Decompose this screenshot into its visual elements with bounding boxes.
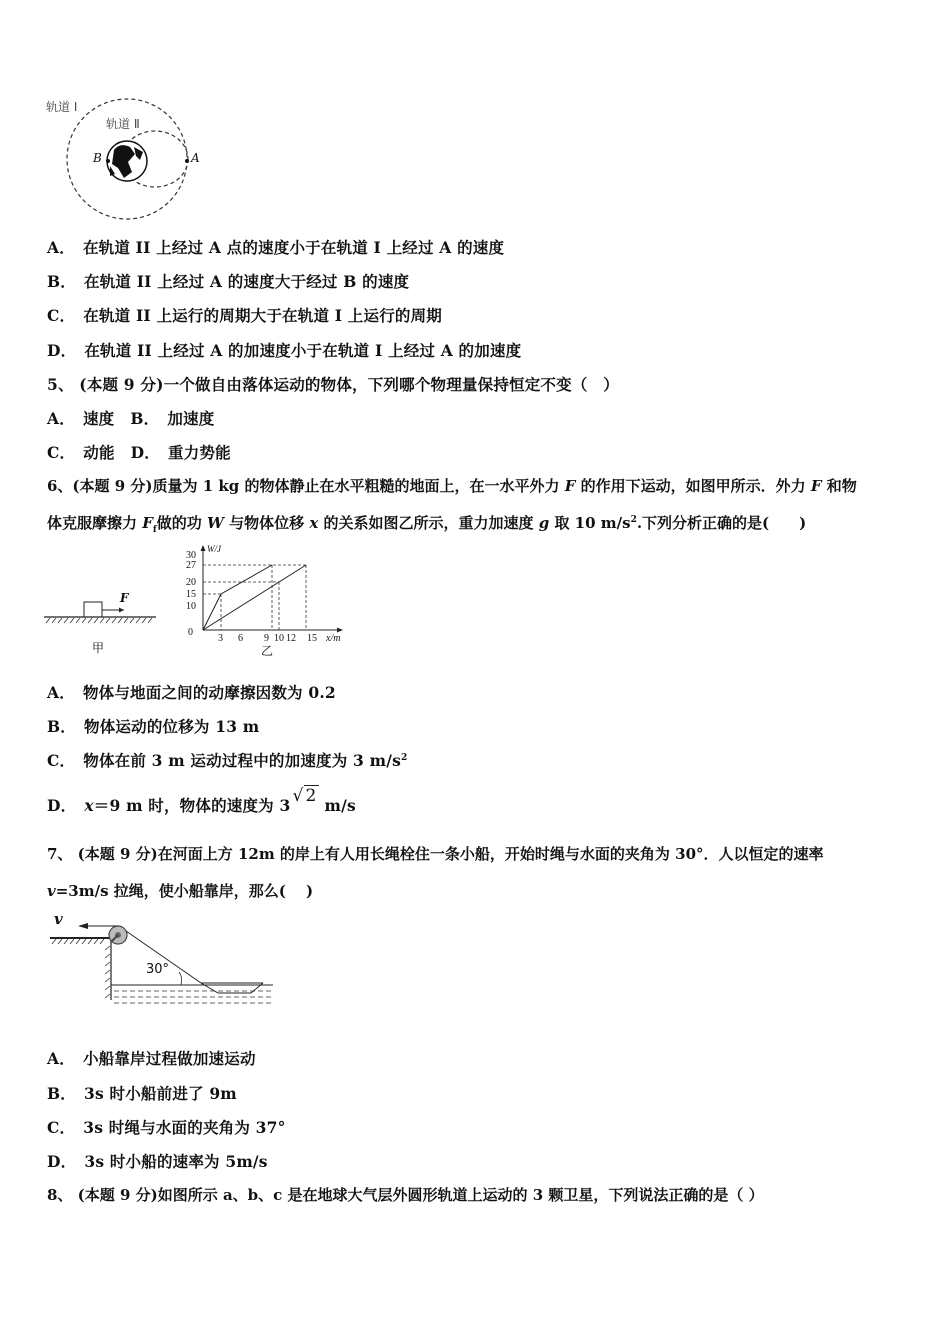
sqrt-symbol: √ 2 xyxy=(292,786,317,806)
orbit-figure xyxy=(40,92,220,232)
q4-option-c: C． 在轨道 II 上运行的周期大于在轨道 I 上运行的周期 xyxy=(47,306,442,325)
q5-stem: 5、 (本题 9 分)一个做自由落体运动的物体，下列哪个物理量保持恒定不变（ ） xyxy=(47,375,619,394)
q7-option-b: B． 3s 时小船前进了 9m xyxy=(47,1084,237,1103)
orbit-2-label: 轨道 Ⅱ xyxy=(106,117,140,131)
boat-pulley-figure xyxy=(48,910,273,1005)
q7-stem-line1: 7、 (本题 9 分)在河面上方 12m 的岸上有人用长绳栓住一条小船，开始时绳与水面的夹角为 30°．人以恒定的速率 xyxy=(47,845,824,863)
svg-text:6: 6 xyxy=(238,633,243,644)
point-a-label: A xyxy=(191,151,200,165)
q8-stem: 8、 (本题 9 分)如图所示 a、b、c 是在地球大气层外圆形轨道上运动的 3 颗卫星，下列说法正确的是（ ） xyxy=(47,1186,764,1204)
svg-text:15: 15 xyxy=(307,633,317,644)
q4-option-d: D． 在轨道 II 上经过 A 的加速度小于在轨道 I 上经过 A 的加速度 xyxy=(47,341,522,360)
figure-yi-caption: 乙 xyxy=(261,644,274,658)
svg-text:W/J: W/J xyxy=(207,545,221,554)
q6-stem-line1: 6、(本题 9 分)质量为 1 kg 的物体静止在水平粗糙的地面上，在一水平外力 F 的作用下运动，如图甲所示．外力 F 和物 xyxy=(47,477,857,495)
q6-option-b: B． 物体运动的位移为 13 m xyxy=(47,717,260,736)
velocity-v-label: v xyxy=(54,910,63,928)
q4-option-a: A． 在轨道 II 上经过 A 点的速度小于在轨道 I 上经过 A 的速度 xyxy=(47,238,505,257)
q7-stem-line2: v=3m/s 拉绳，使小船靠岸，那么( ) xyxy=(47,882,314,900)
figure-jia-caption: 甲 xyxy=(92,641,105,655)
figure-yi-graph xyxy=(183,545,353,660)
q6-option-d: D． x＝9 m 时，物体的速度为 3 √ 2 m/s xyxy=(47,786,356,815)
q4-option-b: B． 在轨道 II 上经过 A 的速度大于经过 B 的速度 xyxy=(47,272,410,291)
point-b-label: B xyxy=(93,151,102,165)
q6-option-c: C． 物体在前 3 m 运动过程中的加速度为 3 $m/s^2$ xyxy=(47,751,408,770)
q7-option-d: D． 3s 时小船的速率为 5m/s xyxy=(47,1152,268,1171)
q7-option-c: C． 3s 时绳与水面的夹角为 37° xyxy=(47,1118,286,1137)
svg-text:10: 10 xyxy=(186,601,196,612)
svg-text:x/m: x/m xyxy=(326,633,341,644)
svg-text:15: 15 xyxy=(186,589,196,600)
force-f-label: F xyxy=(120,591,129,605)
svg-text:3: 3 xyxy=(218,633,223,644)
q5-options-ab: A． 速度 B． 加速度 xyxy=(47,409,215,428)
figure-jia xyxy=(44,591,159,660)
q6-stem-line2: 体克服摩擦力 $F_f$做的功 W 与物体位移 x 的关系如图乙所示，重力加速度 g 取 10 $m/s^2$.下列分析正确的是( ) xyxy=(47,514,807,535)
q5-options-cd: C． 动能 D． 重力势能 xyxy=(47,443,231,462)
q7-option-a: A． 小船靠岸过程做加速运动 xyxy=(47,1049,256,1068)
svg-text:10: 10 xyxy=(274,633,284,644)
svg-text:20: 20 xyxy=(186,577,196,588)
orbit-1-label: 轨道 Ⅰ xyxy=(46,100,78,114)
svg-text:27: 27 xyxy=(186,560,196,571)
angle-30-label: 30° xyxy=(146,962,170,977)
svg-text:30: 30 xyxy=(186,550,196,561)
svg-text:9: 9 xyxy=(264,633,269,644)
svg-text:12: 12 xyxy=(286,633,296,644)
svg-text:0: 0 xyxy=(188,627,193,638)
q6-option-a: A． 物体与地面之间的动摩擦因数为 0.2 xyxy=(47,683,336,702)
